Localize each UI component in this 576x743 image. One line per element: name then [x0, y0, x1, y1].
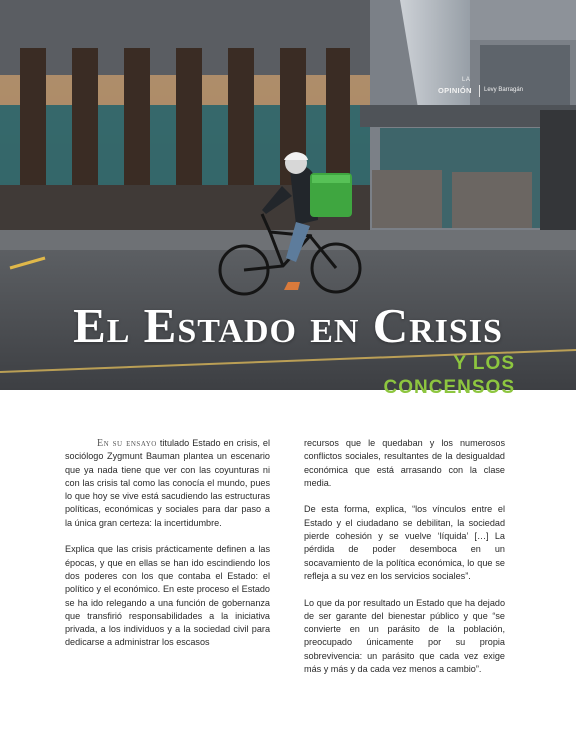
- paragraph: De esta forma, explica, “los vínculos entre el Estado y el ciudadano se debilitan, la sociedad pierde cohesión y se vuelve ‘líquida’ […] La pérdida de poder desemboca en un socavamiento de la política económica, lo que se refleja a su vez en los servicios sociales”.: [304, 504, 505, 581]
- article-subtitle: Y LOS CONCENSOS: [383, 353, 515, 398]
- section-tag: [438, 77, 543, 99]
- article-column-right: [304, 437, 505, 690]
- section-small-label: LA: [462, 77, 471, 83]
- paragraph: Explica que las crisis prácticamente definen a las épocas, y que en ellas se han ido escindiendo los dos poderes con los que contaba el Estado: el político y el económico. En este proceso el Estado se ha ido relegando a una función de gobernanza que transfirió responsabilidades a la iniciativa privada, a los individuos y a la sociedad civil para dedicarse a administrar los escasos: [65, 544, 270, 648]
- paragraph: Lo que da por resultado un Estado que ha dejado de ser garante del bienestar público y que “se convierte en un parásito de la población, preocupado únicamente por su propia sobrevivencia: un parásito que cada vez exige más y más y da cada vez menos a cambio”.: [304, 597, 505, 675]
- article-title: El Estado en Crisis: [73, 298, 503, 353]
- section-divider: [479, 85, 480, 97]
- paragraph: [65, 437, 270, 530]
- paragraph: recursos que le quedaban y los numerosos conflictos sociales, resultantes de la desigualdad económica que está arrasando con la clase media.: [304, 438, 505, 488]
- lead-in: En su ensayo: [97, 438, 157, 449]
- author-name: Levy Barragán: [484, 87, 524, 93]
- paragraph-text: titulado Estado en crisis, el sociólogo Zygmunt Bauman plantea un escenario que ya nada tiene que ver con las coyunturas ni con las crisis tal como las conocía el mundo, pues lo que hoy se vive está sacudiendo las estructuras políticas, económicas y sociales para dar paso a la única gran certeza: la incertidumbre.: [65, 438, 271, 528]
- article-column-left: [65, 437, 270, 663]
- section-name: OPINIÓN: [438, 86, 472, 95]
